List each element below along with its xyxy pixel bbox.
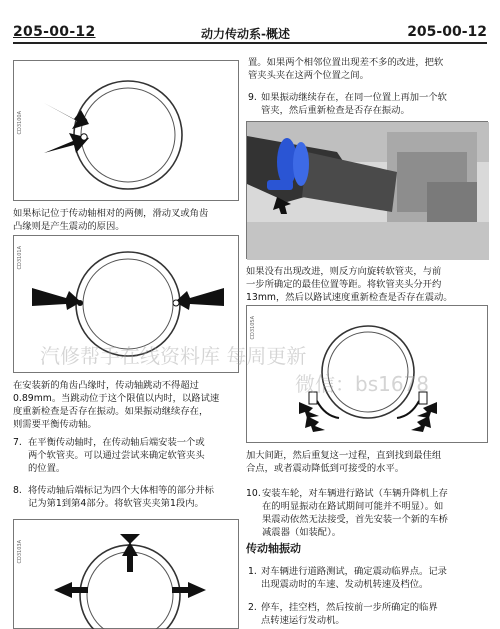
page-header: [13, 22, 487, 44]
figure-id: CD3103A: [17, 540, 23, 564]
figure-2-drawing: [14, 236, 240, 374]
step-number: 10.: [246, 488, 261, 499]
step-text: 安装车轮，对车辆进行路试（车辆升降机上存 在的明显振动在路试期间可能并不明显）。如 果震动依然无法接受，首先安装一个新的车桥 减震器（如装配）。: [262, 488, 448, 538]
watermark-line-1: 汽修帮手在线资料库 每周更新: [40, 344, 307, 368]
figure-4-photo: [247, 122, 489, 260]
figure-5-drawing: [247, 306, 489, 444]
header-title: 动力传动系-概述: [201, 27, 290, 41]
figure-1-caption: 如果标记位于传动轴相对的两侧，滑动叉或角齿 凸缘则是产生震动的原因。: [13, 208, 209, 232]
step-text: 对车辆进行道路测试，确定震动临界点。记录 出现震动时的车速、发动机转速及档位。: [261, 566, 447, 590]
figure-runout-marks-opposite: [13, 60, 239, 201]
figure-photo-hose-clamps: [246, 121, 488, 259]
step-text: 如果振动继续存在，在同一位置上再加一个软 管夹，然后重新检查是否存在振动。: [261, 92, 447, 116]
figure-1-drawing: [14, 61, 240, 202]
figure-id: CD3100A: [17, 111, 23, 135]
header-right-code: 205-00-12: [407, 24, 487, 40]
step-text: 将传动轴后端标记为四个大体相等的部分并标 记为第1到第4部分。将软管夹夹第1段内。: [28, 485, 214, 509]
figure-2-caption: 在安装新的角齿凸缘时，传动轴跳动不得超过 0.89mm。当跳动位于这个限值以内时，以路试速 度重新检查是否存在振动。如果振动继续存在， 则需要平衡传动轴。: [13, 380, 220, 430]
figure-id: CD3101A: [17, 246, 23, 270]
step-number: 2.: [248, 602, 257, 613]
header-left-code: 205-00-12: [13, 24, 96, 40]
figure-clamp-spacing: [246, 305, 488, 443]
step-number: 7.: [13, 437, 22, 448]
watermark-line-2: 微信：bs1678: [295, 372, 430, 396]
step-text: 停车，挂空档，然后按前一步所确定的临界 点转速运行发动机。: [261, 602, 438, 626]
figure-quartered-shaft: [13, 519, 239, 629]
figure-3-drawing: [14, 520, 240, 618]
figure-5-caption: 加大间距，然后重复这一过程，直到找到最佳组 合点，或者震动降低到可接受的水平。: [246, 450, 442, 474]
step-text: 在平衡传动轴时，在传动轴后端安装一个或 两个软管夹。可以通过尝试来确定软管夹头 的位置。: [28, 437, 205, 474]
section-title: 传动轴振动: [246, 542, 301, 555]
intro-continued: 置。如果两个相邻位置出现差不多的改进，把软 管夹头夹在这两个位置之间。: [248, 57, 444, 81]
step-number: 1.: [248, 566, 257, 577]
step-number: 8.: [13, 485, 22, 496]
figure-4-caption: 如果没有出现改进，则反方向旋转软管夹，与前 一步所确定的最佳位置等距。将软管夹头分开约 13mm，然后以路试速度重新检查是否存在震动。: [246, 266, 453, 303]
figure-id: CD3105A: [250, 316, 256, 340]
step-number: 9.: [248, 92, 257, 103]
figure-runout-marks-opposite-sides: [13, 235, 239, 373]
